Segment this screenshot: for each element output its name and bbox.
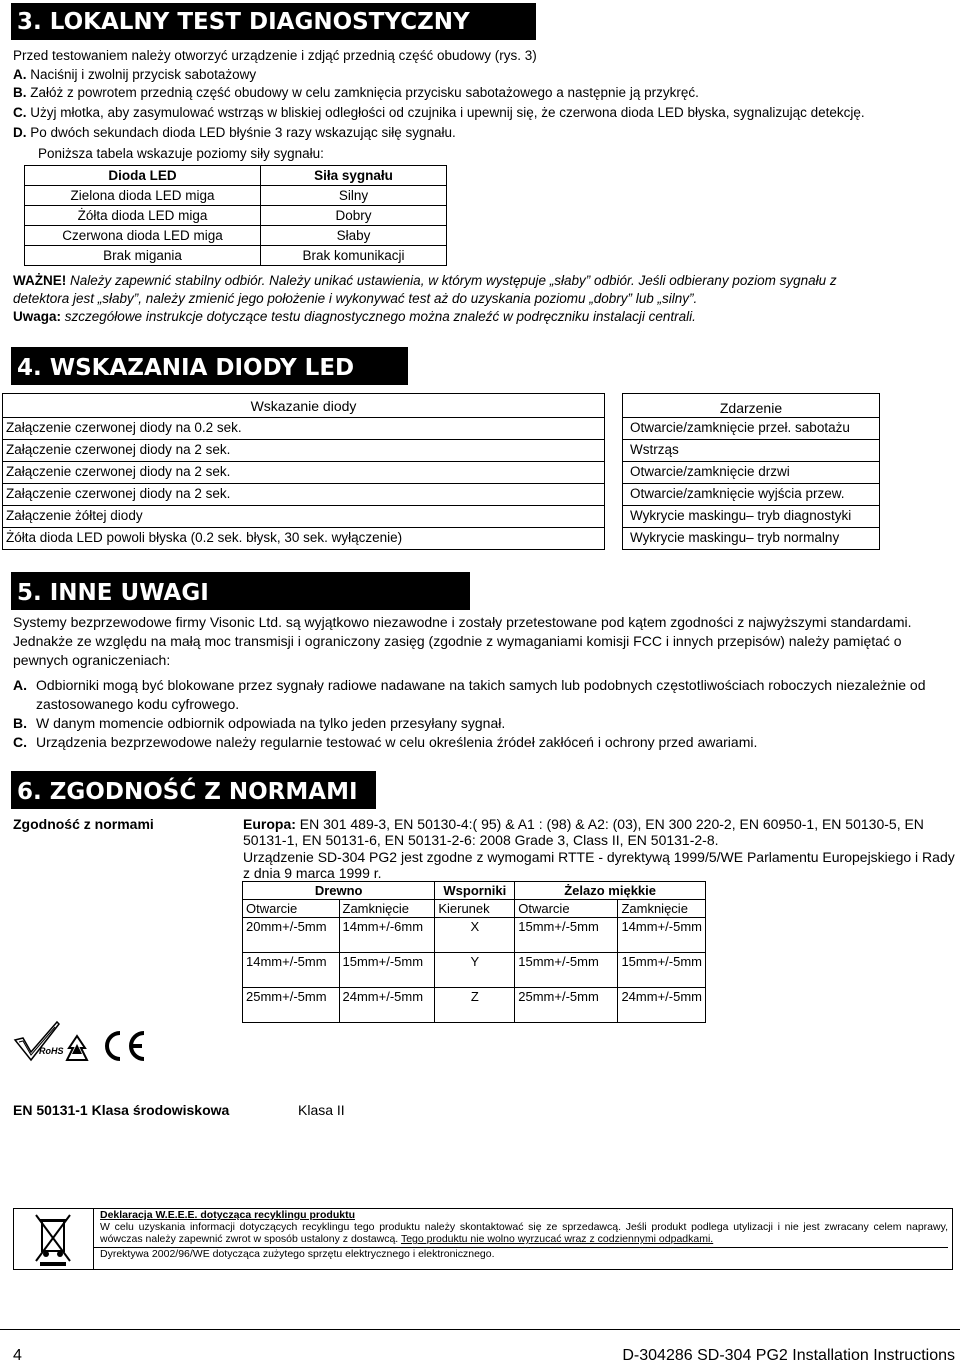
sub-header: Otwarcie	[243, 900, 340, 918]
weee-body	[100, 1221, 948, 1245]
item-label: B.	[13, 715, 27, 731]
section-4-title: 4. WSKAZANIA DIODY LED	[11, 347, 408, 385]
rohs-check-icon	[13, 1020, 61, 1064]
row-divider	[623, 505, 879, 506]
item-label: C.	[13, 734, 27, 750]
row-divider	[3, 461, 604, 462]
table-row	[25, 206, 447, 226]
europa-text: EN 301 489-3, EN 50130-4:( 95) & A1 : (98) & A2: (03), EN 300 220-2, EN 60950-1, EN 50130-5, EN 50131-1, EN 50131-6, EN 50131-2-6: 2008 Grade 3, Class II, EN 50131-2-8.	[243, 816, 924, 848]
weee-bin-cell	[14, 1209, 94, 1269]
table-cell: 15mm+/-5mm	[618, 953, 706, 988]
row-divider	[623, 527, 879, 528]
row-divider	[3, 527, 604, 528]
led-event: Wykrycie maskingu– tryb diagnostyki	[630, 508, 852, 523]
led-indication-column	[2, 393, 605, 550]
led-indication: Żółta dioda LED powoli błyska (0.2 sek. błysk, 30 sek. wyłączenie)	[6, 530, 403, 545]
test-step	[13, 105, 865, 120]
table-row	[25, 186, 447, 206]
table-cell: 25mm+/-5mm	[243, 988, 340, 1023]
step-label: A.	[13, 67, 27, 82]
sec5-paragraph: Systemy bezprzewodowe firmy Visonic Ltd. są wyjątkowo niezawodne i zostały przetestowane pod kątem zgodności z najwyższymi standardami. Jednakże ze względu na małą moc transmisji i ograniczony zasięg (zgodnie z wymaganiami komisji FCC i innych przepisów) należy pamiętać o pewnych ograniczeniach:	[13, 614, 912, 668]
row-divider	[623, 461, 879, 462]
section-3-title: 3. LOKALNY TEST DIAGNOSTYCZNY	[11, 3, 536, 40]
table-cell: Zielona dioda LED miga	[25, 186, 261, 206]
recycle-icon	[63, 1034, 91, 1064]
footer-rule	[0, 1329, 960, 1330]
magnet-distance-table	[242, 881, 706, 1023]
led-indication: Załączenie czerwonej diody na 2 sek.	[6, 464, 231, 479]
led-event: Wstrząs	[630, 442, 679, 457]
row-divider	[3, 417, 604, 418]
led-event: Otwarcie/zamknięcie przeł. sabotażu	[630, 420, 850, 435]
test-step	[13, 85, 699, 100]
section-6-title: 6. ZGODNOŚĆ Z NORMAMI	[11, 771, 376, 809]
ce-mark	[100, 1028, 150, 1064]
test-step	[13, 125, 456, 140]
signal-table-intro: Poniższa tabela wskazuje poziomy siły sygnału:	[38, 146, 324, 161]
sub-header: Kierunek	[435, 900, 515, 918]
sec3-intro: Przed testowaniem należy otworzyć urządzenie i zdjąć przednią część obudowy (rys. 3)	[13, 48, 537, 63]
led-event: Wykrycie maskingu– tryb normalny	[630, 530, 840, 545]
table-cell: Czerwona dioda LED miga	[25, 226, 261, 246]
event-col-header: Zdarzenie	[719, 400, 783, 416]
table-cell: 15mm+/-5mm	[515, 953, 618, 988]
signal-strength-table	[24, 165, 447, 266]
table-cell: 20mm+/-5mm	[243, 918, 340, 953]
group-header: Żelazo miękkie	[515, 882, 706, 900]
note-line	[13, 309, 696, 324]
warning-text: Należy zapewnić stabilny odbiór. Należy unikać ustawienia, w którym występuje „słaby” odbiór. Jeśli odbierany poziom sygnału z	[70, 273, 837, 288]
table-cell: 14mm+/-5mm	[618, 918, 706, 953]
limitation-item	[13, 733, 955, 752]
signal-table-header: Siła sygnału	[261, 166, 447, 186]
warning-label: WAŻNE!	[13, 273, 67, 288]
table-cell: 14mm+/-6mm	[339, 918, 435, 953]
item-text: Urządzenia bezprzewodowe należy regularnie testować w celu określenia źródeł zakłóceń i ochrony przed awariami.	[36, 734, 758, 750]
event-column	[622, 393, 880, 550]
row-divider	[623, 439, 879, 440]
europa-label: Europa:	[243, 816, 296, 832]
test-step	[13, 67, 256, 82]
env-class-label: EN 50131-1 Klasa środowiskowa	[13, 1102, 230, 1118]
led-indication: Załączenie żółtej diody	[6, 508, 143, 523]
table-cell: Słaby	[261, 226, 447, 246]
led-event: Otwarcie/zamknięcie drzwi	[630, 464, 790, 479]
sub-header: Zamknięcie	[618, 900, 706, 918]
row-divider	[623, 483, 879, 484]
item-label: A.	[13, 677, 27, 693]
row-divider	[3, 505, 604, 506]
crossed-bin-icon	[14, 1209, 93, 1269]
group-header: Drewno	[243, 882, 435, 900]
rohs-text: RoHS	[39, 1046, 64, 1056]
table-cell: 15mm+/-5mm	[339, 953, 435, 988]
page-number: 4	[13, 1347, 22, 1364]
table-cell: Brak migania	[25, 246, 261, 266]
sub-header: Otwarcie	[515, 900, 618, 918]
signal-table-header: Dioda LED	[25, 166, 261, 186]
led-indication: Załączenie czerwonej diody na 0.2 sek.	[6, 420, 242, 435]
note-text: szczegółowe instrukcje dotyczące testu diagnostycznego można znaleźć w podręczniku instalacji centrali.	[64, 309, 696, 324]
table-cell: Y	[435, 953, 515, 988]
weee-box	[13, 1208, 953, 1270]
table-cell: Z	[435, 988, 515, 1023]
table-cell: 25mm+/-5mm	[515, 988, 618, 1023]
item-text: Odbiorniki mogą być blokowane przez sygnały radiowe nadawane na takich samych lub podobnych częstotliwościach roboczych niezależnie od zastosowanego kodu cyfrowego.	[36, 677, 926, 712]
step-label: B.	[13, 85, 27, 100]
table-cell: 14mm+/-5mm	[243, 953, 340, 988]
table-row	[25, 226, 447, 246]
table-row	[25, 246, 447, 266]
doc-id: D-304286 SD-304 PG2 Installation Instructions	[622, 1347, 955, 1364]
limitation-item	[13, 676, 955, 714]
table-cell: Silny	[261, 186, 447, 206]
group-header: Wsporniki	[435, 882, 515, 900]
row-divider	[3, 439, 604, 440]
led-event: Otwarcie/zamknięcie wyjścia przew.	[630, 486, 845, 501]
weee-text-underlined: Tego produktu nie wolno wyrzucać wraz z codziennymi odpadkami.	[400, 1233, 714, 1245]
section-5-title: 5. INNE UWAGI	[11, 572, 470, 610]
table-cell: X	[435, 918, 515, 953]
led-col-header: Wskazanie diody	[250, 398, 357, 414]
warning-line-1	[13, 273, 837, 288]
rtte-text: Urządzenie SD-304 PG2 jest zgodne z wymogami RTTE - dyrektywą 1999/5/WE Parlamentu Europejskiego i Rady z dnia 9 marca 1999 r.	[243, 849, 955, 881]
compliance-label: Zgodność z normami	[13, 816, 154, 832]
table-cell: 24mm+/-5mm	[339, 988, 435, 1023]
step-label: C.	[13, 105, 27, 120]
weee-title: Deklaracja W.E.E.E. dotycząca recyklingu produktu	[100, 1209, 356, 1221]
row-divider	[623, 417, 879, 418]
led-indication: Załączenie czerwonej diody na 2 sek.	[6, 442, 231, 457]
table-cell: Żółta dioda LED miga	[25, 206, 261, 226]
sub-header: Zamknięcie	[339, 900, 435, 918]
rohs-logo	[13, 1020, 64, 1064]
step-text: Naciśnij i zwolnij przycisk sabotażowy	[30, 67, 257, 82]
table-cell: 24mm+/-5mm	[618, 988, 706, 1023]
step-text: Po dwóch sekundach dioda LED błyśnie 3 razy wskazując siłę sygnału.	[30, 125, 456, 140]
step-text: Załóż z powrotem przednią część obudowy w celu zamknięcia przycisku sabotażowego a następnie ją przykręć.	[30, 85, 699, 100]
limitation-item	[13, 714, 955, 733]
table-cell: Dobry	[261, 206, 447, 226]
row-divider	[3, 483, 604, 484]
europa-standards	[243, 816, 958, 848]
table-cell: 15mm+/-5mm	[515, 918, 618, 953]
note-label: Uwaga:	[13, 309, 62, 324]
weee-text: W celu uzyskania informacji dotyczących recyklingu tego produktu należy skontaktować się ze sprzedawcą. Jeśli produkt podlega utylizacji i nie jest zwracany celem naprawy, wówczas należy zapewnić zwrot w sposób ustalony z dostawcą.	[100, 1221, 948, 1245]
warning-line-2: detektora jest „słaby”, należy zmienić jego położenie i wykonywać test aż do uzyskania poziomu „dobry” lub „silny”.	[13, 291, 698, 306]
env-class-value: Klasa II	[298, 1102, 345, 1118]
table-row	[243, 953, 706, 988]
weee-directive: Dyrektywa 2002/96/WE dotycząca zużytego sprzętu elektrycznego i elektronicznego.	[93, 1247, 948, 1260]
item-text: W danym momencie odbiornik odpowiada na tylko jeden przesyłany sygnał.	[36, 715, 506, 731]
ce-mark-icon	[100, 1028, 150, 1064]
step-text: Użyj młotka, aby zasymulować wstrząs w bliskiej odległości od czujnika i upewnij się, że czerwona dioda LED błyska, sygnalizując detekcję.	[30, 105, 865, 120]
table-row	[243, 988, 706, 1023]
table-row	[243, 918, 706, 953]
step-label: D.	[13, 125, 27, 140]
table-cell: Brak komunikacji	[261, 246, 447, 266]
led-indication: Załączenie czerwonej diody na 2 sek.	[6, 486, 231, 501]
